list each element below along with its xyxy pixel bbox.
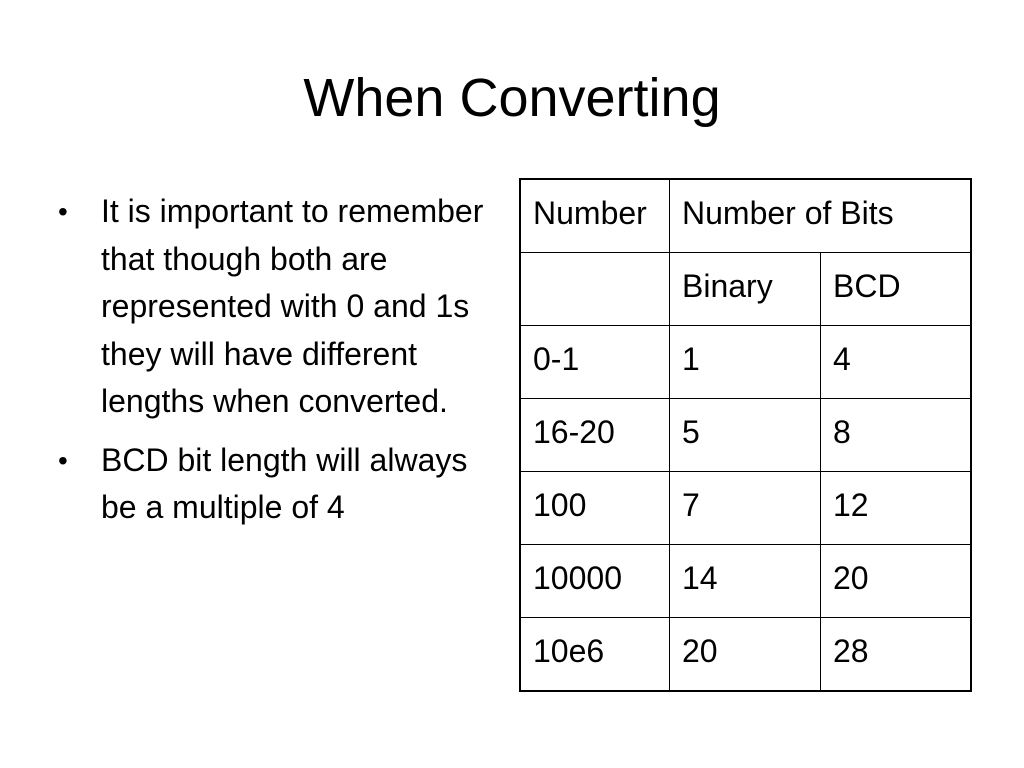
cell-number: 100 [520,472,670,545]
cell-bcd: 4 [821,326,972,399]
cell-binary: 1 [670,326,821,399]
table-subheader-row [520,253,971,326]
cell-number: 16-20 [520,399,670,472]
bits-table [519,178,972,692]
cell-binary: 5 [670,399,821,472]
bullet-icon: • [58,444,68,476]
table-row [520,618,971,692]
bullet-text: It is important to remember that though both are represented with 0 and 1s they will have different lengths when converted. [101,193,484,419]
cell-number: 10000 [520,545,670,618]
table-row [520,399,971,472]
header-bcd: BCD [821,253,972,326]
bullet-list [58,188,506,543]
cell-binary: 20 [670,618,821,692]
header-blank [520,253,670,326]
table-row [520,326,971,399]
cell-bcd: 12 [821,472,972,545]
header-binary: Binary [670,253,821,326]
cell-bcd: 28 [821,618,972,692]
bullet-item [58,437,506,532]
cell-number: 10e6 [520,618,670,692]
header-number-of-bits: Number of Bits [670,179,972,253]
cell-binary: 14 [670,545,821,618]
bullet-item [58,188,506,426]
header-number: Number [520,179,670,253]
cell-number: 0-1 [520,326,670,399]
bullet-text: BCD bit length will always be a multiple of 4 [101,441,468,525]
slide-title: When Converting [303,68,721,128]
cell-bcd: 20 [821,545,972,618]
table-header-row [520,179,971,253]
cell-binary: 7 [670,472,821,545]
table-row [520,472,971,545]
cell-bcd: 8 [821,399,972,472]
table-row [520,545,971,618]
bullet-icon: • [58,196,68,227]
